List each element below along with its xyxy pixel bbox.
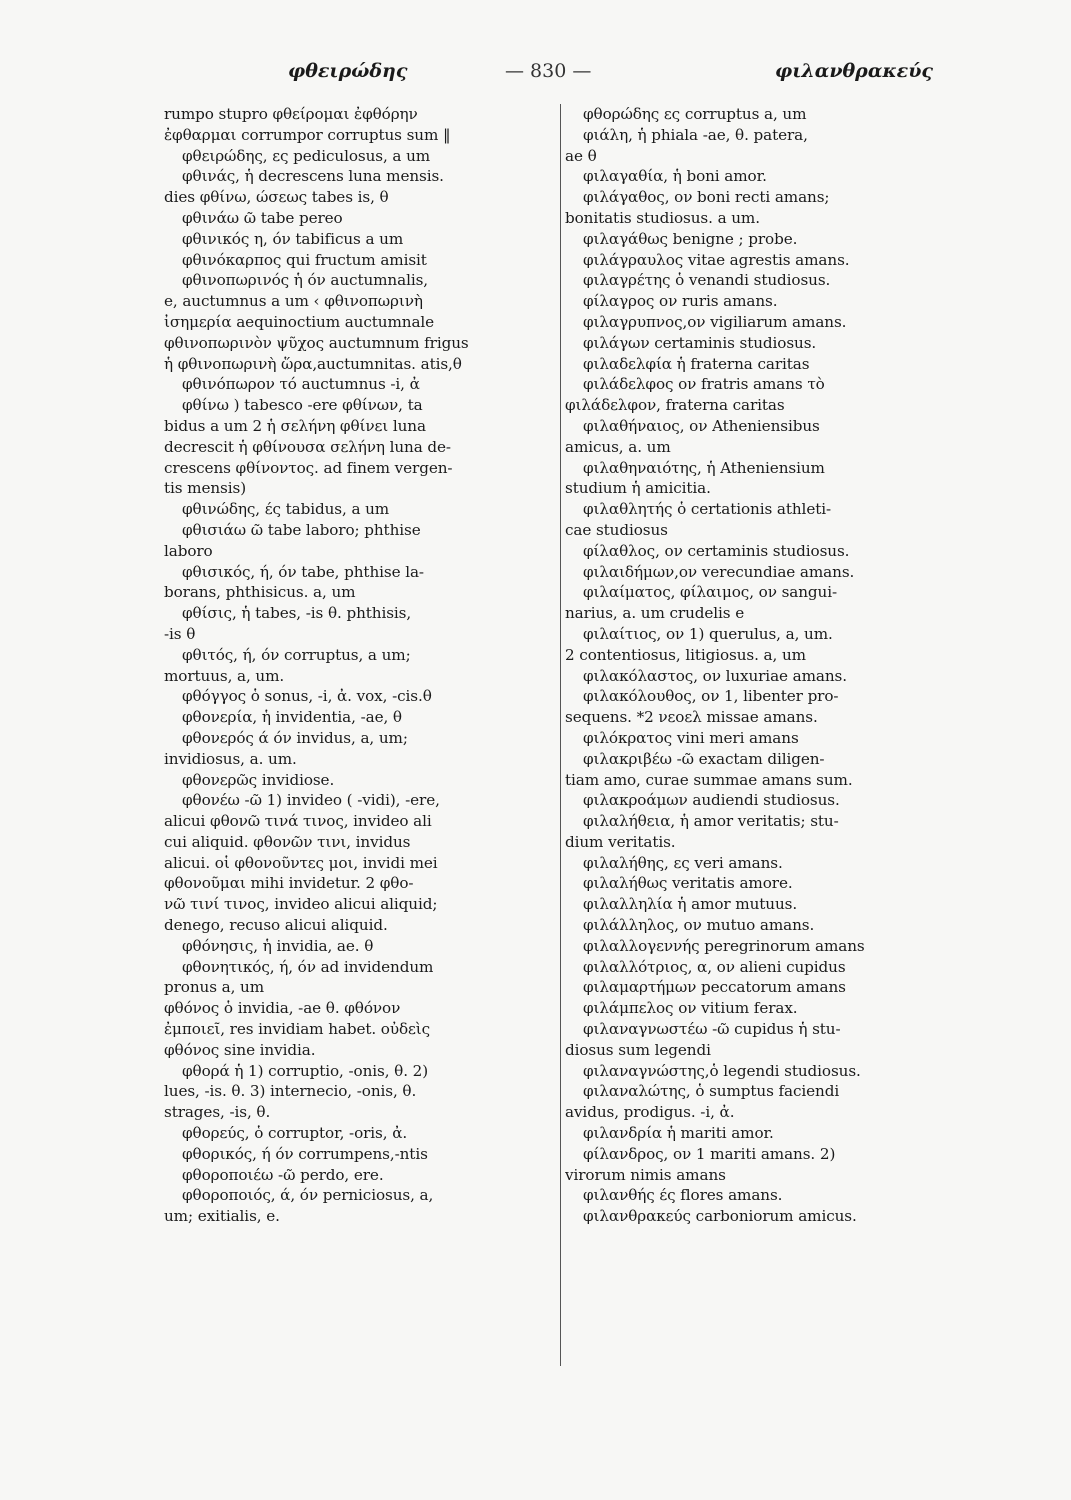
entry-line: crescens φθίνοντος. ad finem vergen-	[164, 458, 453, 477]
entry-line: φιλαλήθεια, ἡ amor veritatis; stu-	[583, 812, 839, 831]
entry-line: φθορεύς, ὁ corruptor, -oris, ἀ.	[182, 1124, 408, 1143]
entry-line: φιλανθρακεύς carboniorum amicus.	[583, 1207, 857, 1226]
entry-line: νῶ τινί τινος, invideo alicui aliquid;	[164, 895, 438, 914]
entry-line: ἐμποιεῖ, res invidiam habet. οὐδεὶς	[164, 1020, 431, 1039]
entry-line: sequens. *2 νεοελ missae amans.	[565, 708, 818, 727]
entry-line: tiam amo, curae summae amans sum.	[565, 770, 853, 789]
entry-line: φιλακριβέω -ῶ exactam diligen-	[583, 749, 825, 768]
entry-line: φιλάδελφος ον fratris amans τὸ	[583, 375, 825, 394]
entry-line: φιλαθλητής ὁ certationis athleti-	[583, 500, 831, 519]
entry-line: φθινοπωρινός ἡ όν auctumnalis,	[182, 271, 428, 290]
entry-line: φθονερός ά όν invidus, a, um;	[182, 728, 408, 747]
entry-line: φθινικός η, όν tabificus a um	[182, 229, 404, 248]
entry-line: φθιτός, ή, όν corruptus, a um;	[182, 645, 411, 664]
entry-line: φθινόπωρον τό auctumnus -i, ἀ	[182, 375, 420, 394]
entry-line: invidiosus, a. um.	[164, 749, 297, 768]
entry-line: borans, phthisicus. a, um	[164, 583, 356, 602]
entry-line: φθινοπωρινὸν ψῦχος auctumnum frigus	[164, 333, 469, 352]
entry-line: φιλαιδήμων,ον verecundiae amans.	[583, 562, 855, 581]
entry-line: φιλαναγνώστης,ὁ legendi studiosus.	[583, 1061, 861, 1080]
entry-line: φιλαλήθως veritatis amore.	[583, 874, 793, 893]
entry-line: narius, a. um crudelis e	[565, 604, 745, 623]
entry-line: φιλαίματος, φίλαιμος, ον sangui-	[583, 583, 837, 602]
entry-line: strages, -is, θ.	[164, 1103, 271, 1122]
entry-line: φιλαλλογεννής peregrinorum amans	[583, 936, 865, 955]
entry-line: φιλάγαθος, ον boni recti amans;	[583, 188, 830, 207]
entry-line: φιλακόλαστος, ον luxuriae amans.	[583, 666, 847, 685]
entry-line: φιάλη, ἡ phiala -ae, θ. patera,	[583, 125, 808, 144]
entry-line: dium veritatis.	[565, 832, 676, 851]
entry-line: φθίσις, ἡ tabes, -is θ. phthisis,	[182, 604, 412, 623]
entry-line: φθόνος ὁ invidia, -ae θ. φθόνον	[164, 999, 401, 1018]
entry-line: φθονερῶς invidiose.	[182, 770, 335, 789]
entry-line: φιλαγρέτης ὁ venandi studiosus.	[583, 271, 831, 290]
entry-line: φθορά ἡ 1) corruptio, -onis, θ. 2)	[182, 1061, 429, 1080]
entry-line: φιλαγαθία, ἡ boni amor.	[583, 167, 767, 186]
entry-line: φιλόκρατος vini meri amans	[583, 728, 799, 747]
entry-line: φιλάμπελος ον vitium ferax.	[583, 999, 798, 1018]
entry-line: φθίνω ) tabesco -ere φθίνων, ta	[182, 396, 423, 415]
entry-line: φιλαλήθης, ες veri amans.	[583, 853, 783, 872]
entry-line: um; exitialis, e.	[164, 1207, 280, 1226]
entry-line: φθειρώδης, ες pediculosus, a um	[182, 146, 431, 165]
entry-line: mortuus, a, um.	[164, 666, 285, 685]
entry-line: φιλαλλότριος, α, ον alieni cupidus	[583, 957, 846, 976]
entry-line: φθονέω -ῶ 1) invideo ( -vidi), -ere,	[182, 791, 440, 810]
entry-line: cui aliquid. φθονῶν τινι, invidus	[164, 832, 411, 851]
entry-line: φιλαθήναιος, ον Atheniensibus	[583, 416, 820, 435]
entry-line: decrescit ἡ φθίνουσα σελήνη luna de-	[164, 437, 451, 456]
page-header	[0, 60, 1071, 94]
entry-line: bidus a um 2 ἡ σελήνη φθίνει luna	[164, 416, 426, 435]
entry-line: φίλαθλος, ον certaminis studiosus.	[583, 541, 850, 560]
entry-line: denego, recuso alicui aliquid.	[164, 916, 388, 935]
entry-line: φίλανδρος, ον 1 mariti amans. 2)	[583, 1144, 836, 1163]
entry-line: rumpo stupro φθείρομαι ἐφθόρην	[164, 105, 418, 123]
entry-line: φθορώδης ες corruptus a, um	[583, 105, 807, 123]
entry-line: amicus, a. um	[565, 437, 671, 456]
entry-line: φθόνος sine invidia.	[164, 1040, 316, 1059]
right-running-headword: φιλανθρακεύς	[775, 60, 933, 82]
column-divider	[560, 104, 561, 1366]
entry-line: ἰσημερία aequinoctium auctumnale	[164, 312, 435, 331]
entry-line: pronus a, um	[164, 978, 265, 997]
entry-line: φιλάλληλος, ον mutuo amans.	[583, 916, 815, 935]
entry-line: φθισιάω ῶ tabe laboro; phthise	[182, 520, 421, 539]
entry-line: φιλανδρία ἡ mariti amor.	[583, 1124, 774, 1143]
entry-line: φιλαναγνωστέω -ῶ cupidus ἡ stu-	[583, 1020, 841, 1039]
entry-line: φθοροποιός, ά, όν perniciosus, a,	[182, 1186, 434, 1205]
entry-line: φιλαναλώτης, ὁ sumptus faciendi	[583, 1082, 840, 1101]
entry-line: studium ἡ amicitia.	[565, 479, 711, 498]
entry-line: φιλαίτιος, ον 1) querulus, a, um.	[583, 624, 833, 643]
entry-line: φιλαθηναιότης, ἡ Atheniensium	[583, 458, 825, 477]
entry-line: lues, -is. θ. 3) internecio, -onis, θ.	[164, 1082, 417, 1101]
entry-line: ἡ φθινοπωρινὴ ὥρα,auctumnitas. atis,θ	[164, 354, 462, 373]
entry-line: φιλαγρυπνος,ον vigiliarum amans.	[583, 312, 847, 331]
entry-line: φθινόκαρπος qui fructum amisit	[182, 250, 427, 269]
entry-line: φιλανθής ές flores amans.	[583, 1186, 783, 1205]
entry-line: φιλακόλουθος, ον 1, libenter pro-	[583, 687, 839, 706]
entry-line: virorum nimis amans	[565, 1165, 726, 1184]
page-number: — 830 —	[505, 60, 592, 82]
entry-line: φιλάγων certaminis studiosus.	[583, 333, 817, 352]
entry-line: φιλαδελφία ἡ fraterna caritas	[583, 354, 810, 373]
entry-line: φθινάς, ἡ decrescens luna mensis.	[182, 167, 444, 186]
entry-line: φιλάδελφον, fraterna caritas	[565, 396, 785, 415]
entry-line: φιλάγραυλος vitae agrestis amans.	[583, 250, 850, 269]
entry-line: dies φθίνω, ώσεως tabes is, θ	[164, 188, 389, 207]
entry-line: φθονερία, ἡ invidentia, -ae, θ	[182, 708, 402, 727]
entry-line: 2 contentiosus, litigiosus. a, um	[565, 645, 806, 664]
entry-line: φιλαμαρτήμων peccatorum amans	[583, 978, 846, 997]
entry-line: φιλαγάθως benigne ; probe.	[583, 229, 798, 248]
entry-line: alicui φθονῶ τινά τινος, invideo ali	[164, 812, 432, 831]
entry-line: ἐφθαρμαι corrumpor corruptus sum ‖	[164, 125, 451, 144]
entry-line: bonitatis studiosus. a um.	[565, 208, 760, 227]
entry-line: φιλαλληλία ἡ amor mutuus.	[583, 895, 798, 914]
entry-line: φθονητικός, ή, όν ad invidendum	[182, 957, 434, 976]
entry-line: ae θ	[565, 146, 597, 165]
entry-line: φθόγγος ὁ sonus, -i, ἀ. vox, -cis.θ	[182, 687, 432, 706]
entry-line: φίλαγρος ον ruris amans.	[583, 292, 778, 311]
entry-line: φθινώδης, ές tabidus, a um	[182, 500, 390, 519]
left-running-headword: φθειρώδης	[288, 60, 408, 82]
entry-line: laboro	[164, 541, 213, 560]
right-column	[565, 104, 957, 1227]
entry-line: -is θ	[164, 624, 196, 643]
entry-line: tis mensis)	[164, 479, 247, 498]
entry-line: φθορικός, ή όν corrumpens,-ntis	[182, 1144, 428, 1163]
entry-line: cae studiosus	[565, 520, 668, 539]
entry-line: φιλακροάμων audiendi studiosus.	[583, 791, 840, 810]
entry-line: φθονοῦμαι mihi invidetur. 2 φθο-	[164, 874, 414, 893]
entry-line: φθόνησις, ἡ invidia, ae. θ	[182, 936, 374, 955]
entry-line: φθισικός, ή, όν tabe, phthise la-	[182, 562, 424, 581]
entry-line: avidus, prodigus. -i, ἀ.	[565, 1103, 735, 1122]
entry-line: diosus sum legendi	[565, 1040, 711, 1059]
entry-line: alicui. οἱ φθονοῦντες μοι, invidi mei	[164, 853, 438, 872]
entry-line: φθινάω ῶ tabe pereo	[182, 208, 343, 227]
entry-line: e, auctumnus a um ‹ φθινοπωρινὴ	[164, 292, 423, 311]
entry-line: φθοροποιέω -ῶ perdo, ere.	[182, 1165, 384, 1184]
left-column	[164, 104, 560, 1227]
